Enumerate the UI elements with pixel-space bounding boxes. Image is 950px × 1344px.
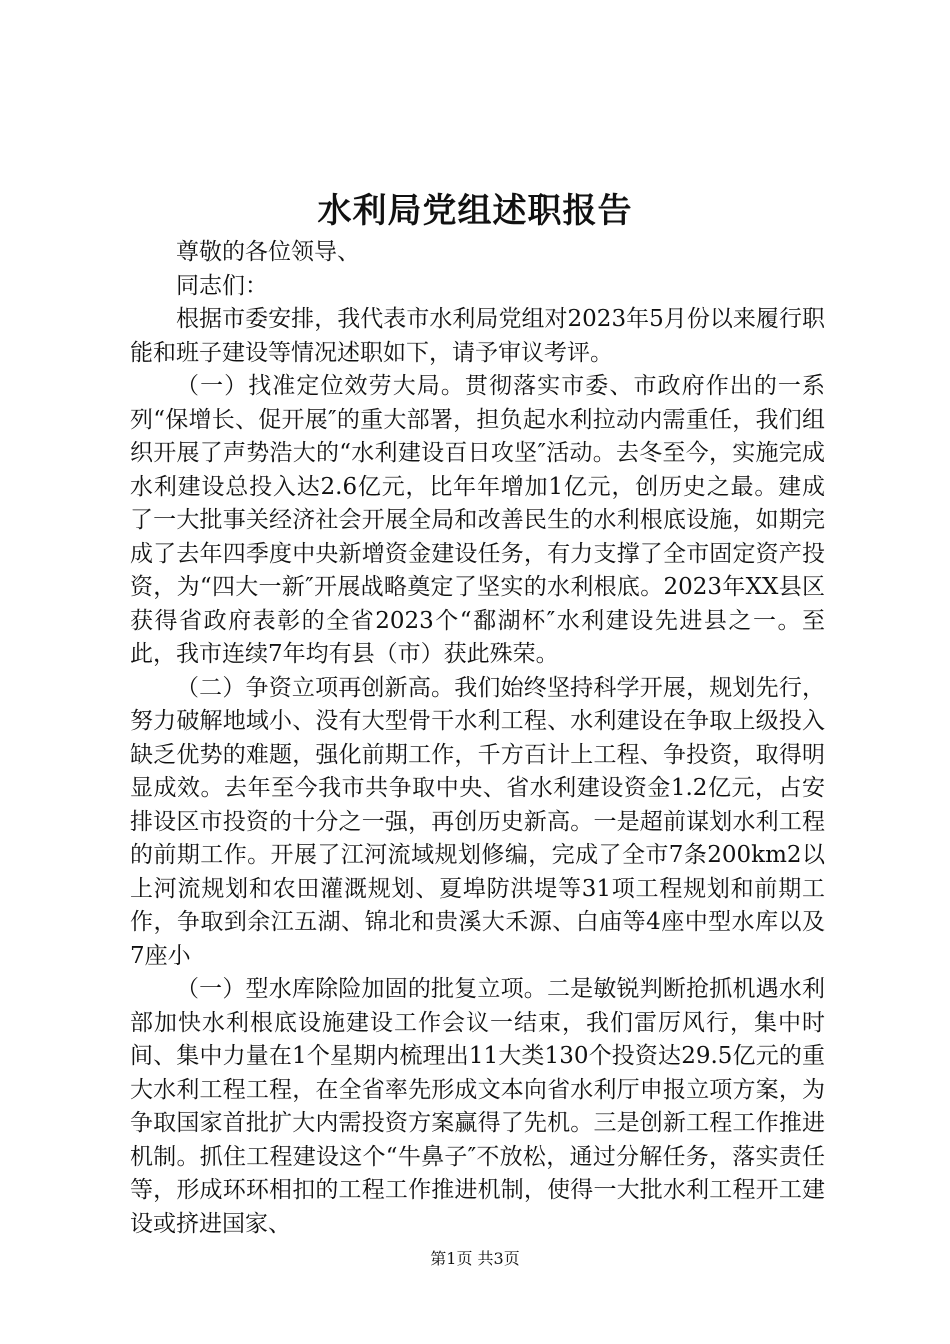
section-paragraph: （一）找准定位效劳大局。贯彻落实市委、市政府作出的一系列“保增长、促开展″的重大部署，担负起水利拉动内需重任，我们组织开展了声势浩大的“水利建设百日攻坚″活动。去冬至今，实施完成水利建设总投入达2.6亿元，比年年增加1亿元，创历史之最。建成了一大批事关经济社会开展全局和改善民生的水利根底设施，如期完成了去年四季度中央新增资金建设任务，有力支撑了全市固定资产投资，为“四大一新″开展战略奠定了坚实的水利根底。2023年XX县区获得省政府表彰的全省2023个“鄱湖杯″水利建设先进县之一。至此，我市连续7年均有县（市）获此殊荣。 bbox=[130, 373, 825, 667]
section-paragraph: （一）型水库除险加固的批复立项。二是敏锐判断抢抓机遇水利部加快水利根底设施建设工作会议一结束，我们雷厉风行，集中时间、集中力量在1个星期内梳理出11大类130个投资达29.5亿元的重大水利工程工程，在全省率先形成文本向省水利厅申报立项方案，为争取国家首批扩大内需投资方案赢得了先机。三是创新工程工作推进机制。抓住工程建设这个“牛鼻子″不放松，通过分解任务，落实责任等，形成环环相扣的工程工作推进机制，使得一大批水利工程开工建设或挤进国家、 bbox=[130, 976, 825, 1237]
page-footer: 第1页 共3页 bbox=[430, 1249, 520, 1268]
document-title: 水利局党组述职报告 bbox=[317, 191, 633, 231]
salutation-line-2: 同志们： bbox=[176, 272, 268, 299]
intro-paragraph: 根据市委安排，我代表市水利局党组对2023年5月份以来履行职能和班子建设等情况述职如下，请予审议考评。 bbox=[130, 306, 825, 366]
salutation-line-1: 尊敬的各位领导、 bbox=[176, 239, 360, 265]
document-body bbox=[130, 236, 825, 1241]
section-paragraph: （二）争资立项再创新高。我们始终坚持科学开展，规划先行，努力破解地域小、没有大型骨干水利工程、水利建设在争取上级投入缺乏优势的难题，强化前期工作，千方百计上工程、争投资，取得明显成效。去年至今我市共争取中央、省水利建设资金1.2亿元，占安排设区市投资的十分之一强，再创历史新高。一是超前谋划水利工程的前期工作。开展了江河流域规划修编，完成了全市7条200km2以上河流规划和农田灌溉规划、夏埠防洪堤等31项工程规划和前期工作，争取到余江五湖、锦北和贵溪大禾源、白庙等4座中型水库以及7座小 bbox=[130, 674, 825, 969]
